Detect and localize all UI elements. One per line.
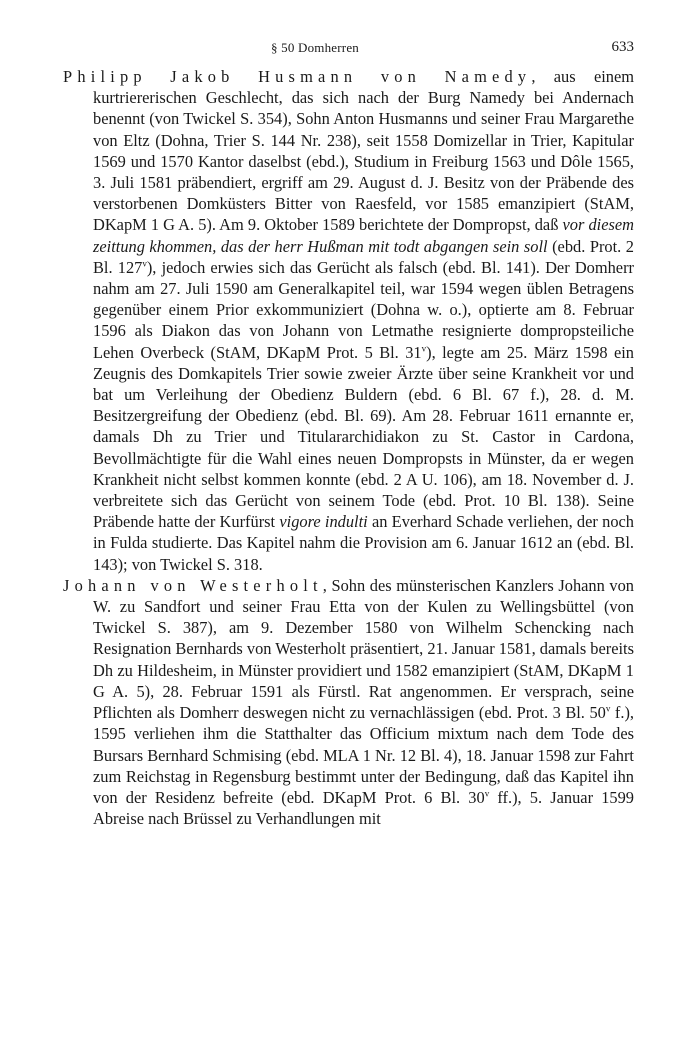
text-run: ), jedoch erwies sich das Gerücht als falsch (ebd. Bl. 141). Der Domherr nahm am 27. Juli 1590 am Generalkapitel teil, war 1594 wegen üblen Betragens gegenüber einem Prior exkommuniziert (Dohna w. o.), optierte am 8. Februar 1596 als Diakon das von Johann von Letmathe resignierte dompropsteiliche Lehen Overbeck (StAM, DKapM Prot. 5 Bl. 31 <box>93 257 634 362</box>
page-number: 633 <box>611 39 634 55</box>
verso-mark: v <box>142 258 147 269</box>
text-run: , Sohn des münsterischen Kanzlers Johann von W. zu Sandfort und seiner Frau Etta von der Kulen zu Wellingsbüttel (von Twickel S. 387), am 9. Dezember 1580 von Wilhelm Schencking nach Resignation Bernhards von Westerholt präsentiert, 21. Januar 1581, damals bereits Dh zu Hildesheim, in Münster providiert und 1582 emanzipiert (StAM, DKapM 1 G A. 5), 28. Februar 1591 als Fürstl. Rat angenommen. Er versprach, seine Pflichten als Domherr deswegen nicht zu vernachlässigen (ebd. Prot. 3 Bl. 50 <box>93 575 635 723</box>
entry-name: Johann von Westerholt <box>63 575 323 595</box>
italic-quote: vigore indulti <box>279 512 368 532</box>
text-run: ff.), 5. Januar 1599 Abreise nach Brüssel zu Verhandlungen mit <box>93 787 634 829</box>
text-run: f.), 1595 verliehen ihm die Statthalter das Officium mixtum nach dem Tode des Bursars Bernhard Schmising (ebd. MLA 1 Nr. 12 Bl. 4), 18. Januar 1598 zur Fahrt zum Reichstag in Regensburg bestimmt unter der Bedingung, daß das Kapitel ihn von der Residenz befreite (ebd. DKapM Prot. 6 Bl. 30 <box>93 703 634 807</box>
entry-text <box>93 67 634 574</box>
text-run: ), legte am 25. März 1598 ein Zeugnis des Domkapitels Trier sowie zweier Ärzte über seine Krankheit vor und bat um Verleihung der Obedienz Buldern (ebd. 6 Bl. 67 f.), 28. d. M. Besitzergreifung der Obedienz (ebd. Bl. 69). Am 28. Februar 1611 ernannte er, damals Dh zu Trier und Titulararchidiakon zu St. Castor in Cardona, Bevollmächtigte für die Wahl eines neuen Dompropsts in Münster, da er wegen Krankheit nicht selbst kommen konnte (ebd. 2 A U. 106), am 18. November d. J. verbreitete sich das Gerücht von seinem Tode (ebd. Prot. 10 Bl. 138). Seine Präbende hatte der Kurfürst <box>93 342 634 532</box>
entry-husmann <box>63 66 634 575</box>
text-run: an Everhard Schade verliehen, der noch in Fulda studierte. Das Kapitel nahm die Provision am 6. Januar 1612 an (ebd. Bl. 143); von Twickel S. 318. <box>93 512 634 574</box>
body-text <box>63 66 634 829</box>
entry-westerholt <box>63 575 634 829</box>
text-run: (ebd. Prot. 2 Bl. 127 <box>93 236 634 277</box>
verso-mark: v <box>421 343 427 354</box>
text-run: , aus einem kurtriererischen Geschlecht, das sich nach der Burg Namedy bei Andernach benennt (von Twickel S. 354), Sohn Anton Husmanns und seiner Frau Margarethe von Eltz (Dohna, Trier S. 144 Nr. 238), seit 1558 Domizellar in Trier, Kapitular 1569 und 1570 Kantor daselbst (ebd.), Studium in Freiburg 1563 und Dôle 1565, 3. Juli 1581 präbendiert, ergriff am 29. August d. J. Besitz von der Präbende des verstorbenen Domküsters Bitter von Raesfeld, vor 1585 emanzipiert (StAM, DKapM 1 G A. 5). Am 9. Oktober 1589 berichtete der Dompropst, daß <box>93 67 634 235</box>
verso-mark: v <box>605 703 611 714</box>
running-head-title: § 50 Domherren <box>271 40 359 55</box>
verso-mark: v <box>484 788 490 799</box>
entry-text <box>93 576 634 828</box>
italic-quote: vor diesem zeittung khommen, das der herr Hußman mit todt abgangen sein soll <box>93 215 634 256</box>
entry-name: Philipp Jakob Husmann von Namedy <box>63 67 532 86</box>
running-head <box>0 40 700 60</box>
